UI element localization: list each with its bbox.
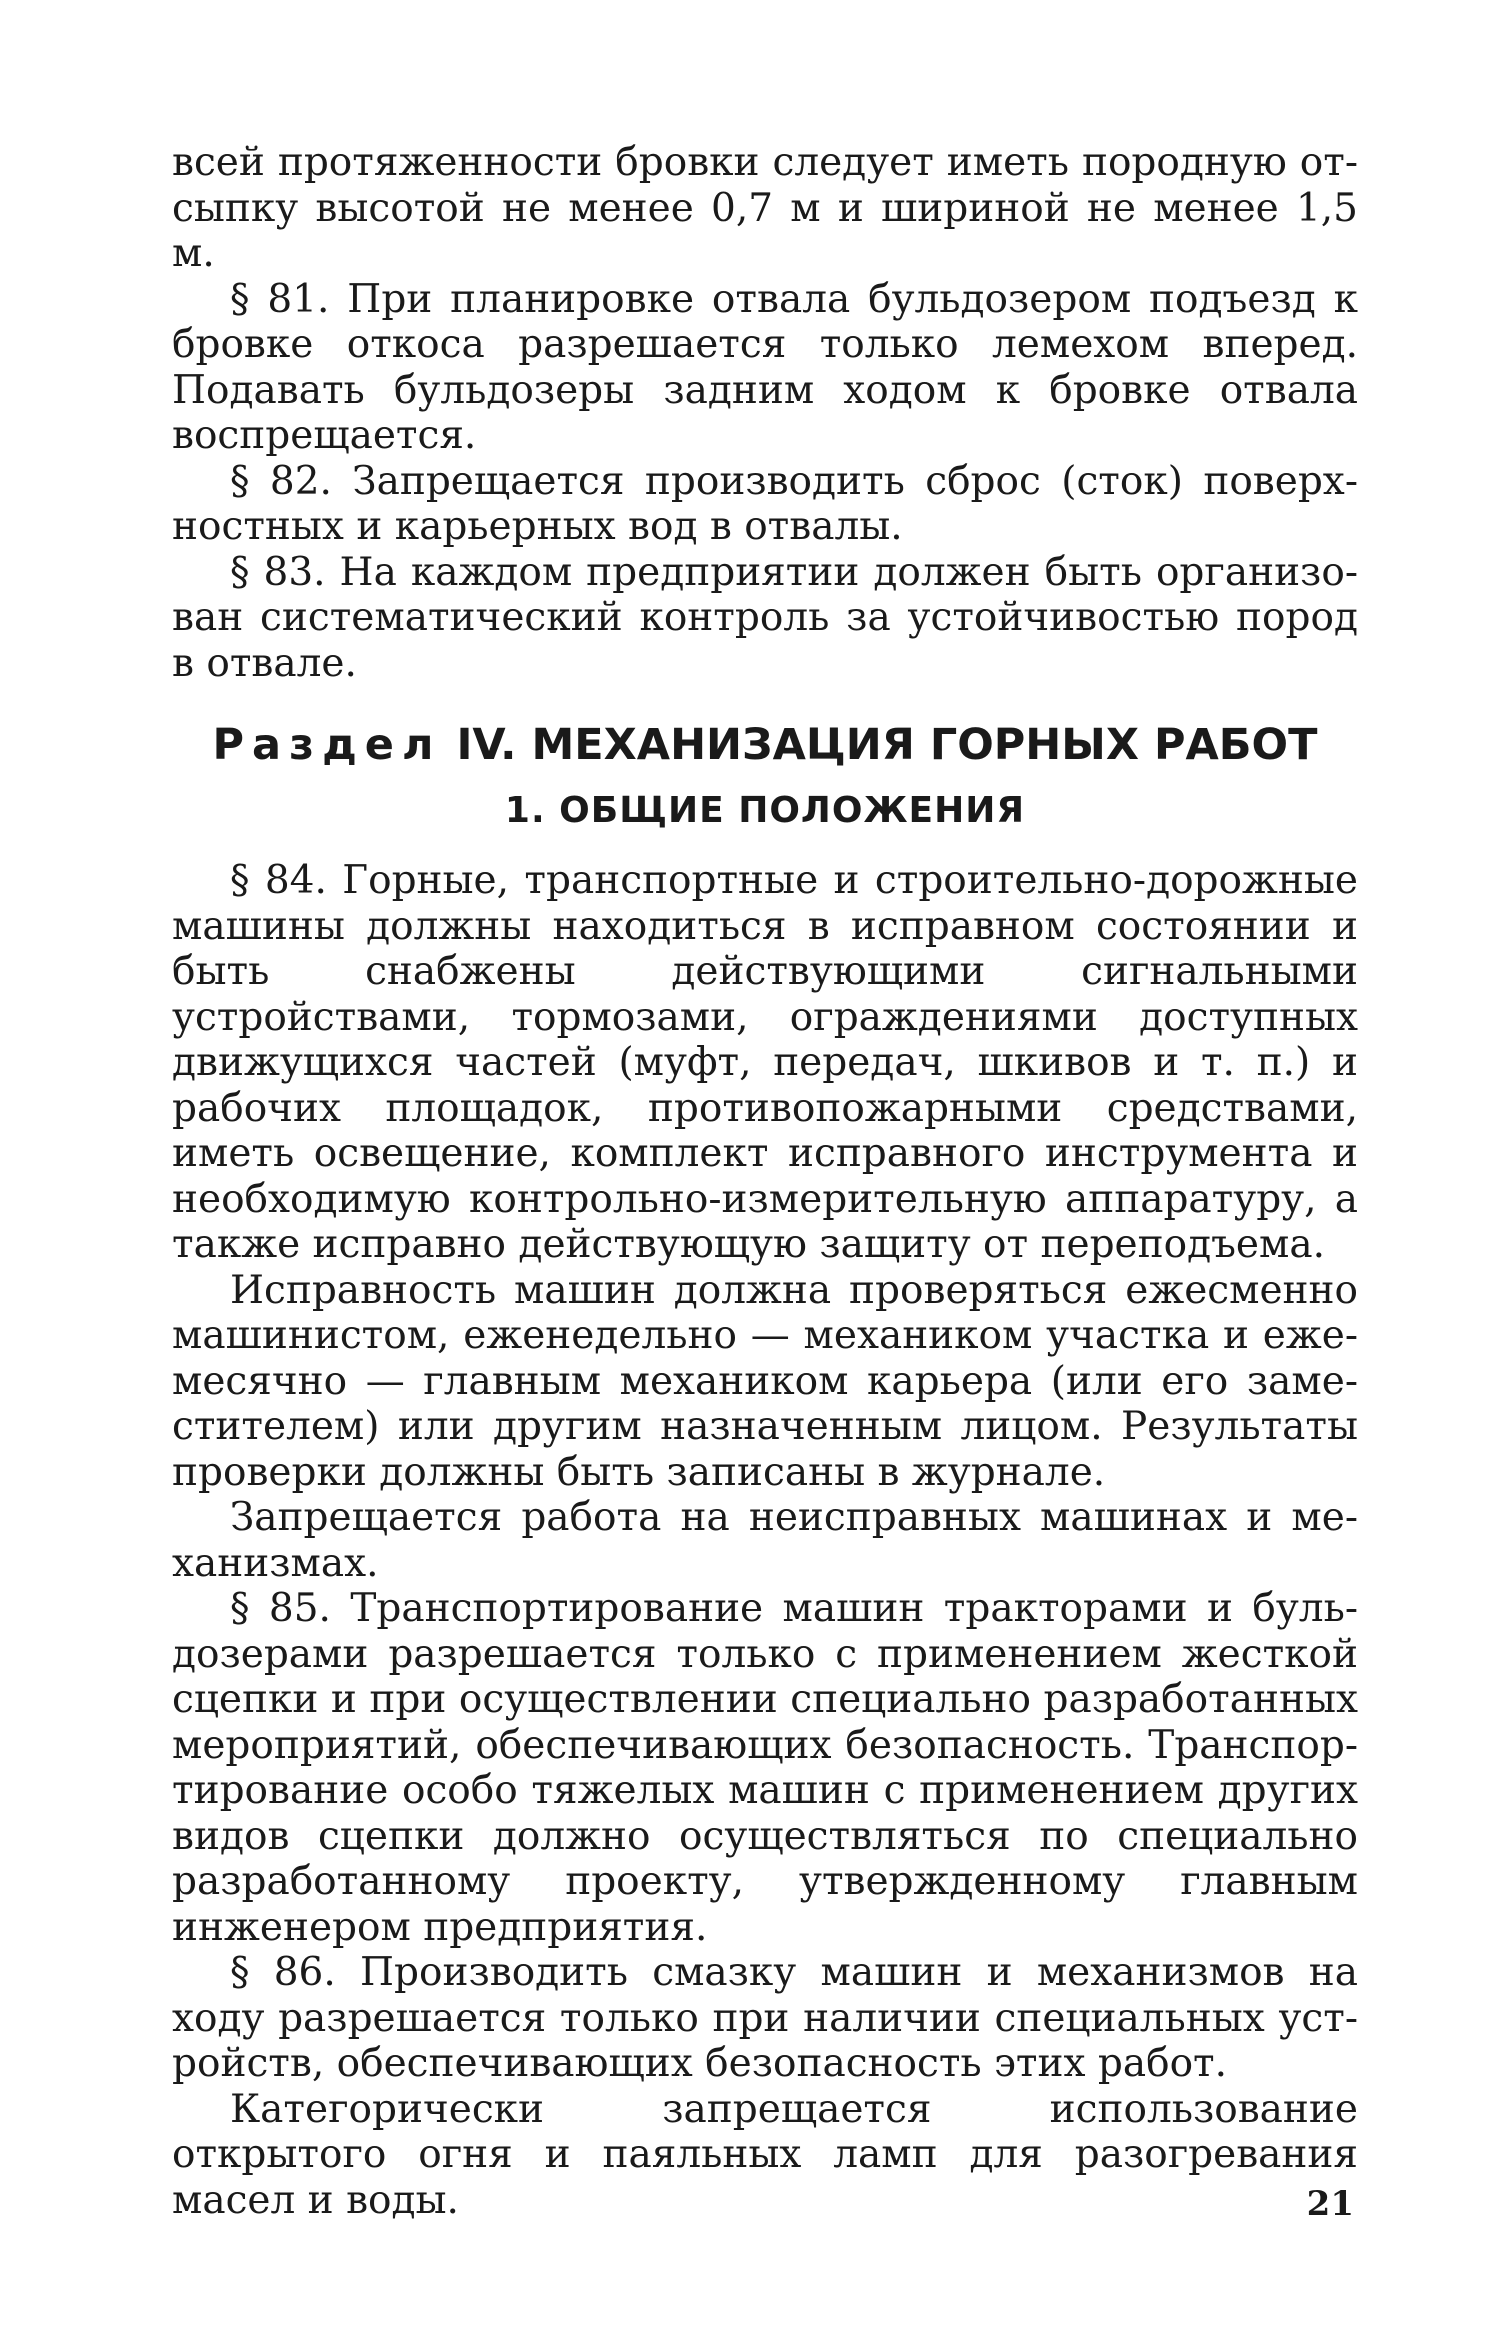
section-label: Раздел	[212, 720, 442, 770]
page-body	[172, 140, 1358, 2223]
subsection-heading: 1. ОБЩИЕ ПОЛОЖЕНИЯ	[504, 790, 1026, 831]
section-title: IV. МЕХАНИЗАЦИЯ ГОРНЫХ РАБОТ	[456, 720, 1318, 770]
paragraph-86: § 86. Производить смазку машин и механизмов на ходу разрешается только при наличии специальных устройств, обеспечивающих безопасность этих работ.	[172, 1950, 1358, 2086]
paragraph-84: § 84. Горные, транспортные и строительно-дорожные машины должны находиться в исправном состоянии и быть снабжены действующими сигнальными устройствами, тормозами, ограждениями доступных движущихся частей (муфт, передач, шкивов и т. п.) и рабочих площадок, противопожарными средствами, иметь освещение, комплект исправного инструмента и необходимую контрольно-измерительную аппаратуру, а также исправно действующую защиту от переподъема.	[172, 858, 1358, 1267]
section-heading	[172, 716, 1358, 774]
paragraph-inspection: Исправность машин должна проверяться ежесменно машинистом, еженедельно — механиком участка и ежемесячно — главным механиком карьера (или его заместителем) или другим назначенным лицом. Результаты проверки должны быть записаны в журнале.	[172, 1267, 1358, 1495]
paragraph-85: § 85. Транспортирование машин тракторами и бульдозерами разрешается только с применением жесткой сцепки и при осуществлении специально разработанных мероприятий, обеспечивающих безопасность. Транспортирование особо тяжелых машин с применением других видов сцепки должно осуществляться по специально разработанному проекту, утвержденному главным инженером предприятия.	[172, 1586, 1358, 1950]
paragraph-81: § 81. При планировке отвала бульдозером подъезд к бровке откоса разрешается только лемехом вперед. Подавать бульдозеры задним ходом к бровке отвала воспрещается.	[172, 276, 1358, 458]
paragraph-prohibition: Запрещается работа на неисправных машинах и механизмах.	[172, 1495, 1358, 1586]
paragraph-82: § 82. Запрещается производить сброс (сток) поверхностных и карьерных вод в отвалы.	[172, 458, 1358, 549]
page-number: 21	[1306, 2184, 1354, 2224]
paragraph-83: § 83. На каждом предприятии должен быть организован систематический контроль за устойчивостью пород в отвале.	[172, 549, 1358, 686]
paragraph-fire-prohibition: Категорически запрещается использование открытого огня и паяльных ламп для разогревания масел и воды.	[172, 2086, 1358, 2223]
paragraph-continuation: всей протяженности бровки следует иметь породную отсыпку высотой не менее 0,7 м и шириной не менее 1,5 м.	[172, 140, 1358, 276]
